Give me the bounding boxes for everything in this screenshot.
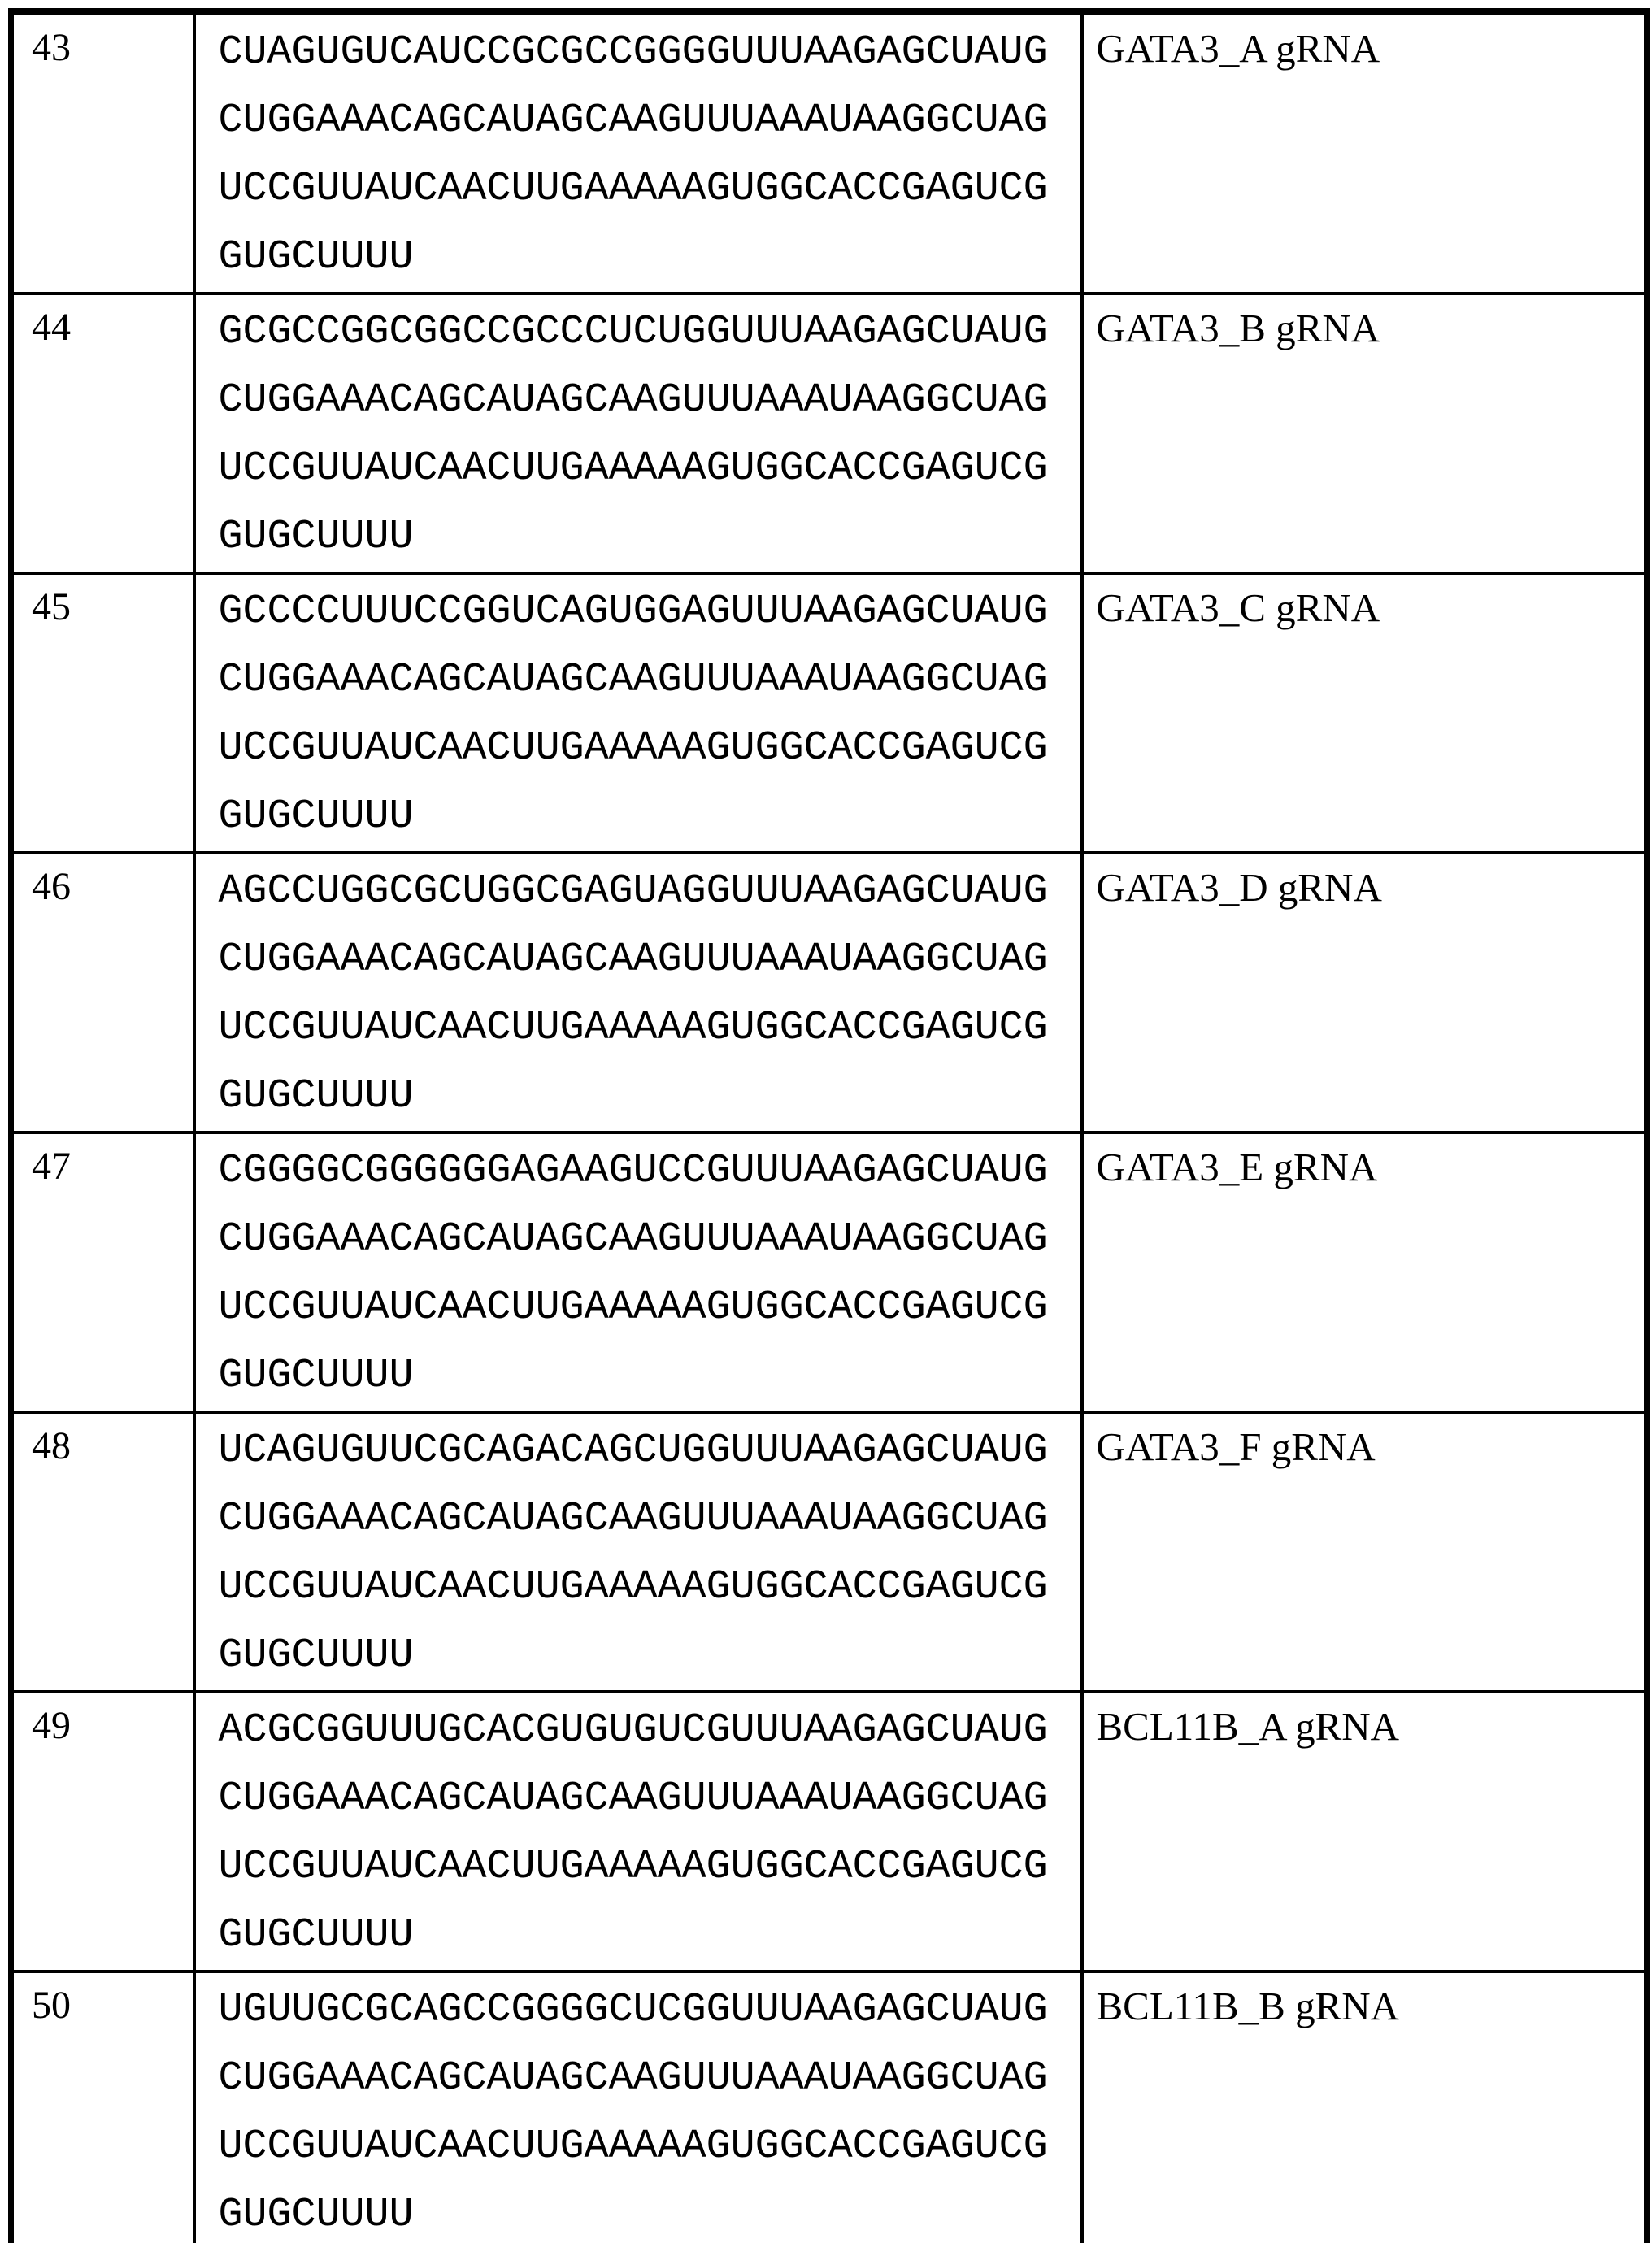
- table-row: [11, 293, 1647, 573]
- sequence-cell: [194, 1412, 1082, 1692]
- sequence-line: GUGCUUUU: [218, 514, 414, 560]
- sequence-line: GUGCUUUU: [218, 2192, 414, 2238]
- sequence-line: CUGGAAACAGCAUAGCAAGUUUAAAUAAGGCUAG: [218, 1496, 1048, 1542]
- sequence-cell: [194, 1132, 1082, 1412]
- sequence-line: GUGCUUUU: [218, 234, 414, 280]
- grna-label: GATA3_C gRNA: [1082, 573, 1647, 853]
- sequence-line: UCCGUUAUCAACUUGAAAAAGUGGCACCGAGUCG: [218, 725, 1048, 772]
- grna-label: GATA3_E gRNA: [1082, 1132, 1647, 1412]
- table-row: [11, 1132, 1647, 1412]
- row-number: 45: [11, 573, 194, 853]
- table-row: [11, 1412, 1647, 1692]
- sequence-line: CUAGUGUCAUCCGCGCCGGGGUUUAAGAGCUAUG: [218, 29, 1048, 76]
- sequence-line: UCCGUUAUCAACUUGAAAAAGUGGCACCGAGUCG: [218, 1285, 1048, 1331]
- sequence-line: CGGGGCGGGGGGAGAAGUCCGUUUAAGAGCUAUG: [218, 1148, 1048, 1194]
- sequence-line: CUGGAAACAGCAUAGCAAGUUUAAAUAAGGCUAG: [218, 657, 1048, 703]
- grna-label: BCL11B_A gRNA: [1082, 1692, 1647, 1971]
- sequence-line: CUGGAAACAGCAUAGCAAGUUUAAAUAAGGCUAG: [218, 1216, 1048, 1263]
- grna-label: GATA3_B gRNA: [1082, 293, 1647, 573]
- sequence-cell: [194, 1692, 1082, 1971]
- sequence-line: UCCGUUAUCAACUUGAAAAAGUGGCACCGAGUCG: [218, 1564, 1048, 1611]
- sequence-line: GUGCUUUU: [218, 793, 414, 840]
- sequence-line: UCCGUUAUCAACUUGAAAAAGUGGCACCGAGUCG: [218, 1005, 1048, 1051]
- table-row: [11, 1971, 1647, 2243]
- sequence-line: UCCGUUAUCAACUUGAAAAAGUGGCACCGAGUCG: [218, 2123, 1048, 2170]
- sequence-cell: [194, 12, 1082, 294]
- sequence-line: GUGCUUUU: [218, 1353, 414, 1399]
- sequence-line: UCCGUUAUCAACUUGAAAAAGUGGCACCGAGUCG: [218, 446, 1048, 492]
- sequence-line: AGCCUGGCGCUGGCGAGUAGGUUUAAGAGCUAUG: [218, 868, 1048, 915]
- sequence-line: GCCCCUUUCCGGUCAGUGGAGUUUAAGAGCUAUG: [218, 589, 1048, 635]
- sequence-line: ACGCGGUUUGCACGUGUGUCGUUUAAGAGCUAUG: [218, 1707, 1048, 1754]
- sequence-cell: [194, 853, 1082, 1132]
- sequence-line: CUGGAAACAGCAUAGCAAGUUUAAAUAAGGCUAG: [218, 2055, 1048, 2102]
- sequence-cell: [194, 573, 1082, 853]
- sequence-line: CUGGAAACAGCAUAGCAAGUUUAAAUAAGGCUAG: [218, 937, 1048, 983]
- sequence-cell: [194, 293, 1082, 573]
- sequence-cell: [194, 1971, 1082, 2243]
- sequence-line: UCAGUGUUCGCAGACAGCUGGUUUAAGAGCUAUG: [218, 1428, 1048, 1474]
- sequence-line: CUGGAAACAGCAUAGCAAGUUUAAAUAAGGCUAG: [218, 1776, 1048, 1822]
- sequence-line: UCCGUUAUCAACUUGAAAAAGUGGCACCGAGUCG: [218, 1844, 1048, 1890]
- sequence-line: GUGCUUUU: [218, 1912, 414, 1958]
- sequence-listing-table: [8, 8, 1650, 2243]
- table-row: [11, 12, 1647, 294]
- row-number: 49: [11, 1692, 194, 1971]
- grna-label: GATA3_F gRNA: [1082, 1412, 1647, 1692]
- row-number: 48: [11, 1412, 194, 1692]
- row-number: 44: [11, 293, 194, 573]
- grna-label: GATA3_A gRNA: [1082, 12, 1647, 294]
- sequence-line: CUGGAAACAGCAUAGCAAGUUUAAAUAAGGCUAG: [218, 377, 1048, 424]
- row-number: 46: [11, 853, 194, 1132]
- row-number: 43: [11, 12, 194, 294]
- sequence-line: GUGCUUUU: [218, 1073, 414, 1119]
- sequence-line: UGUUGCGCAGCCGGGGCUCGGUUUAAGAGCUAUG: [218, 1987, 1048, 2033]
- sequence-line: UCCGUUAUCAACUUGAAAAAGUGGCACCGAGUCG: [218, 166, 1048, 212]
- row-number: 47: [11, 1132, 194, 1412]
- row-number: 50: [11, 1971, 194, 2243]
- grna-label: GATA3_D gRNA: [1082, 853, 1647, 1132]
- sequence-line: CUGGAAACAGCAUAGCAAGUUUAAAUAAGGCUAG: [218, 98, 1048, 144]
- sequence-line: GCGCCGGCGGCCGCCCUCUGGUUUAAGAGCUAUG: [218, 309, 1048, 355]
- table-row: [11, 1692, 1647, 1971]
- table-row: [11, 573, 1647, 853]
- table-row: [11, 853, 1647, 1132]
- grna-label: BCL11B_B gRNA: [1082, 1971, 1647, 2243]
- sequence-line: GUGCUUUU: [218, 1632, 414, 1679]
